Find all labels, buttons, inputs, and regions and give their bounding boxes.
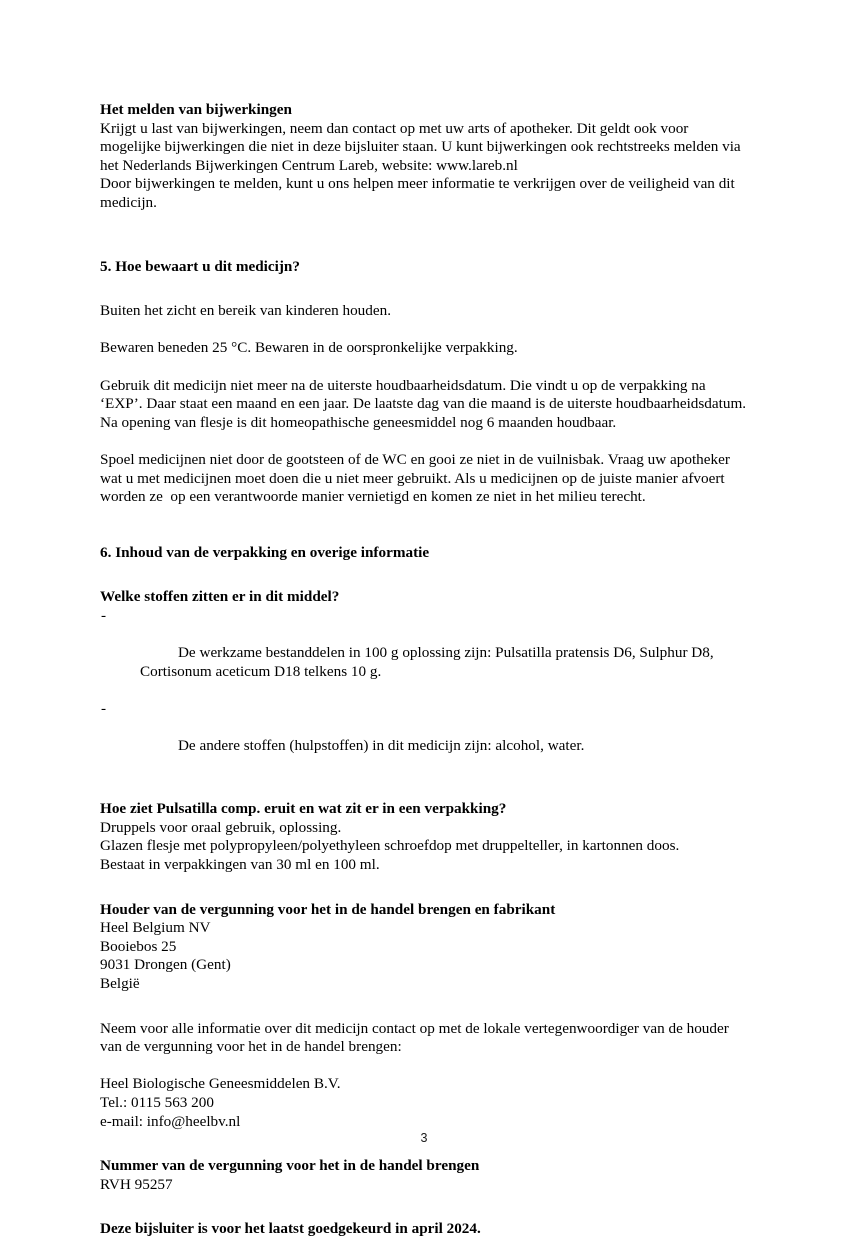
representative-company: Heel Biologische Geneesmiddelen B.V. — [100, 1075, 341, 1093]
spacer — [100, 276, 748, 302]
representative-email: e-mail: info@heelbv.nl — [100, 1112, 241, 1130]
spacer — [100, 432, 748, 451]
substances-list — [100, 607, 748, 774]
spacer — [100, 321, 748, 340]
authorisation-heading: Nummer van de vergunning voor het in de handel brengen — [100, 1157, 480, 1175]
holder-heading: Houder van de vergunning voor het in de handel brengen en fabrikant — [100, 900, 556, 918]
substances-heading: Welke stoffen zitten er in dit middel? — [100, 588, 340, 606]
representative-phone: Tel.: 0115 563 200 — [100, 1093, 214, 1111]
storage-expiry: Gebruik dit medicijn niet meer na de uiterste houdbaarheidsdatum. Die vindt u op de verpakking na ‘EXP’. Daar staat een maand en een jaar. De laatste dag van die maand is de uiterste houdbaarheidsdatum. — [100, 376, 747, 413]
representative-intro: Neem voor alle informatie over dit medicijn contact op met de lokale vertegenwoordiger van de houder van de vergunning voor het in de handel brengen: — [100, 1019, 733, 1056]
section-reporting-side-effects — [100, 101, 748, 213]
storage-heading: 5. Hoe bewaart u dit medicijn? — [100, 257, 300, 275]
appearance-form: Druppels voor oraal gebruik, oplossing. — [100, 818, 342, 836]
spacer — [100, 774, 748, 800]
spacer — [100, 875, 748, 901]
reporting-body-secondary: Door bijwerkingen te melden, kunt u ons helpen meer informatie te verkrijgen over de veiligheid van dit medicijn. — [100, 175, 739, 211]
reporting-body: Krijgt u last van bijwerkingen, neem dan contact op met uw arts of apotheker. Dit geldt ook voor mogelijke bijwerkingen die niet in deze bijsluiter staan. U kunt bijwerkingen ook rechtstreeks melden via het Nederlands Bijwerkingen Centrum Lareb, website: www.lareb.nl — [100, 119, 745, 174]
spacer — [100, 562, 748, 588]
bullet-marker-icon: - — [101, 606, 107, 624]
appearance-container: Glazen flesje met polypropyleen/polyethyleen schroefdop met druppelteller, in kartonnen doos. — [100, 837, 680, 855]
list-item — [100, 700, 748, 774]
page-number: 3 — [420, 1131, 428, 1145]
appearance-heading: Hoe ziet Pulsatilla comp. eruit en wat zit er in een verpakking? — [100, 800, 507, 818]
appearance-pack-sizes: Bestaat in verpakkingen van 30 ml en 100 ml. — [100, 856, 380, 873]
spacer — [100, 507, 748, 544]
spacer — [100, 994, 748, 1020]
authorisation-number: RVH 95257 — [100, 1175, 173, 1193]
storage-disposal: Spoel medicijnen niet door de gootsteen of de WC en gooi ze niet in de vuilnisbak. Vraag uw apotheker wat u met medicijnen moet doen die u niet meer gebruikt. Als u medicijnen op de juiste manier afvoert worden ze op een verantwoorde manier vernietigd en komen ze niet in het milieu terecht. — [100, 450, 734, 506]
list-item-label: De werkzame bestanddelen in 100 g oplossing zijn: Pulsatilla pratensis D6, Sulphur D8, Cortisonum aceticum D18 telkens 10 g. — [140, 644, 718, 680]
document-body — [100, 101, 748, 1239]
spacer — [100, 358, 748, 377]
spacer — [100, 1194, 748, 1220]
contents-heading: 6. Inhoud van de verpakking en overige informatie — [100, 543, 430, 561]
holder-street: Booiebos 25 — [100, 937, 177, 955]
holder-country: België — [100, 974, 140, 992]
reporting-heading: Het melden van bijwerkingen — [100, 101, 292, 118]
holder-city: 9031 Drongen (Gent) — [100, 956, 231, 974]
storage-after-opening: Na opening van flesje is dit homeopathische geneesmiddel nog 6 maanden houdbaar. — [100, 413, 617, 431]
section-storage — [100, 258, 748, 507]
storage-keep-away-children: Buiten het zicht en bereik van kinderen houden. — [100, 302, 391, 320]
spacer — [100, 213, 748, 258]
approval-date: Deze bijsluiter is voor het laatst goedgekeurd in april 2024. — [100, 1220, 481, 1238]
holder-company: Heel Belgium NV — [100, 919, 211, 937]
bullet-marker-icon: - — [101, 699, 107, 717]
spacer — [100, 1057, 748, 1076]
list-item — [100, 607, 748, 700]
storage-temperature: Bewaren beneden 25 °C. Bewaren in de oorspronkelijke verpakking. — [100, 339, 518, 357]
list-item-label: De andere stoffen (hulpstoffen) in dit medicijn zijn: alcohol, water. — [177, 737, 585, 755]
